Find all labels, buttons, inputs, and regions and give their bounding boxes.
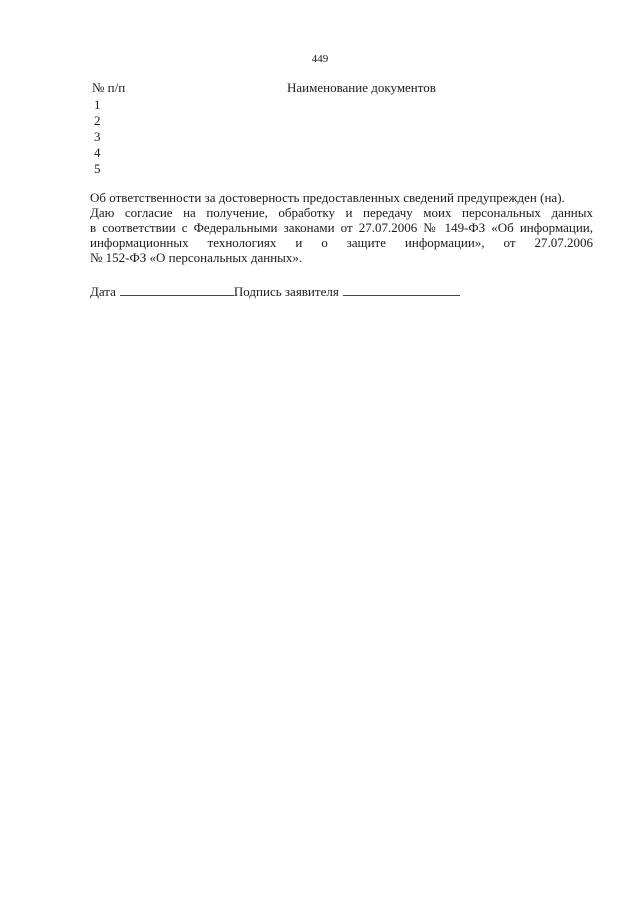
signature-label: Подпись заявителя xyxy=(233,284,339,299)
date-blank-field[interactable] xyxy=(120,284,234,296)
column-document-name-header: Наименование документов xyxy=(287,80,436,95)
documents-table-rows xyxy=(94,97,101,177)
consent-line: информационных технологиях и о защите информации», от 27.07.2006 xyxy=(90,235,593,250)
table-row-number: 4 xyxy=(94,145,101,160)
column-number-header: № п/п xyxy=(92,80,126,95)
consent-line: № 152-ФЗ «О персональных данных». xyxy=(90,250,303,265)
consent-line: Даю согласие на получение, обработку и передачу моих персональных данных xyxy=(90,205,593,220)
table-row-number: 1 xyxy=(94,97,101,112)
signature-line xyxy=(90,284,593,300)
table-row-number: 5 xyxy=(94,161,101,176)
date-label: Дата xyxy=(90,284,116,299)
responsibility-statement: Об ответственности за достоверность предоставленных сведений предупрежден (на). xyxy=(90,190,565,205)
page-number: 449 xyxy=(311,53,329,65)
consent-line: в соответствии с Федеральными законами от 27.07.2006 № 149-ФЗ «Об информации, xyxy=(90,220,593,235)
table-row-number: 2 xyxy=(94,113,101,128)
signature-blank-field[interactable] xyxy=(343,284,460,296)
table-row-number: 3 xyxy=(94,129,101,144)
declaration-block xyxy=(90,190,593,265)
documents-table-header xyxy=(92,80,592,96)
